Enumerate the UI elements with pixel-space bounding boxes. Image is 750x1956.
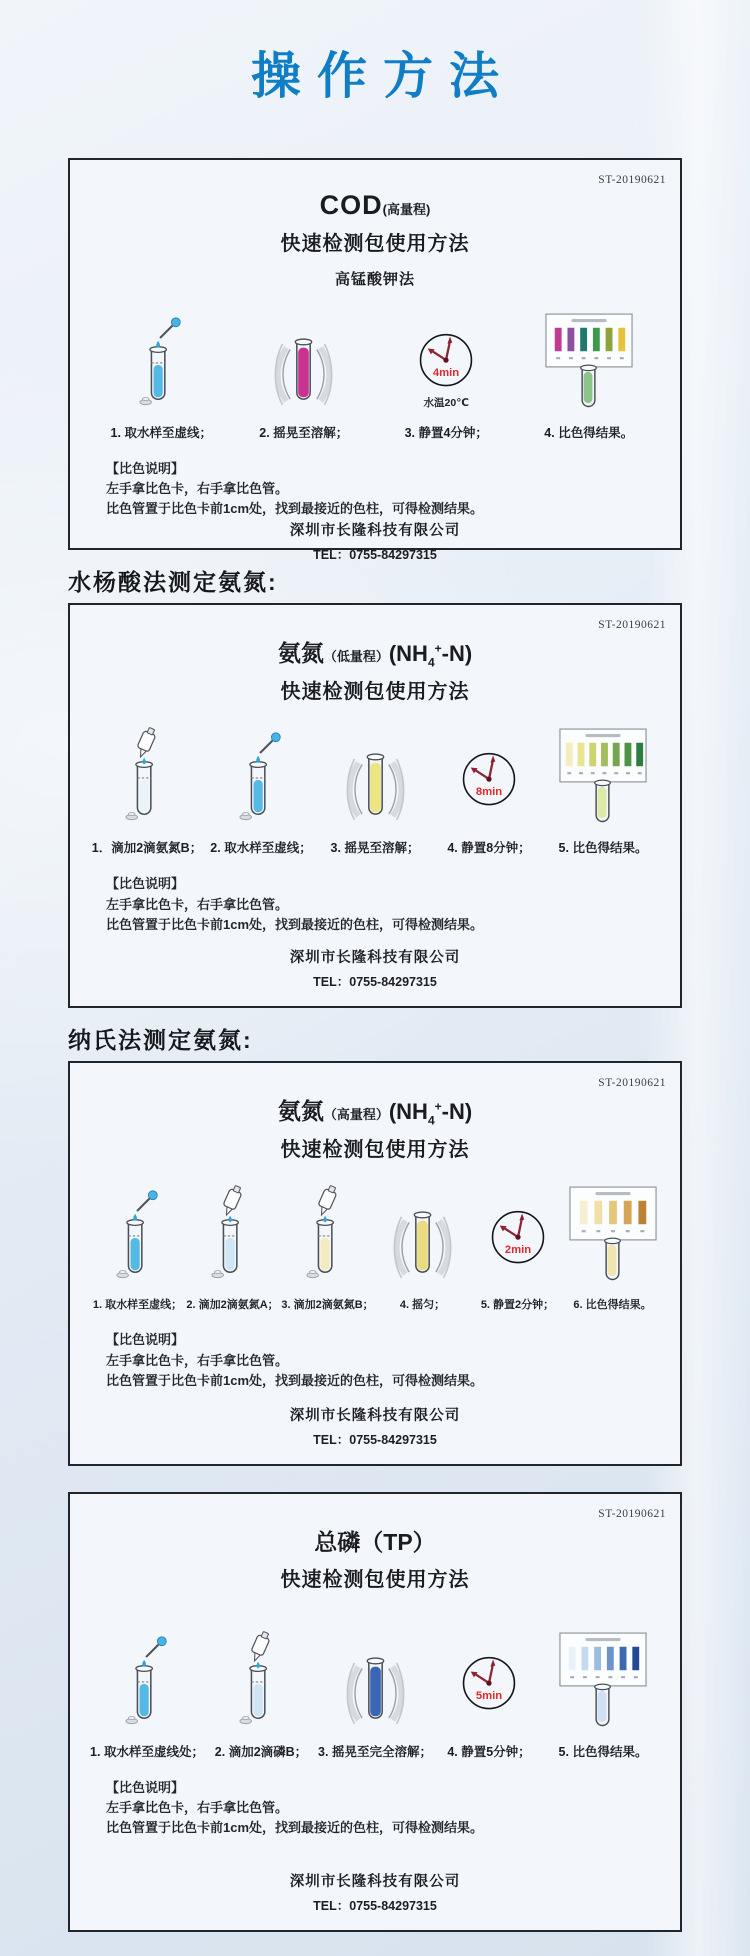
step [518,307,661,441]
company-tel: TEL：0755-84297315 [313,975,437,989]
panel-title-main: 总磷（TP） [314,1529,436,1555]
reagent-bottle-icon [125,726,169,826]
panel-title-line2: 快速检测包使用方法 [280,1569,470,1591]
step [432,722,546,856]
panel-title-main: COD [319,190,383,220]
note-title: 【比色说明】 [106,1332,185,1348]
company-name: 深圳市长隆科技有限公司 [289,523,461,540]
panel-title-main: 氨氮 [277,640,324,666]
note-line: 比色管置于比色卡前1cm处，找到最接近的色柱，可得检测结果。 [106,1820,484,1836]
color-card-icon [558,1632,648,1730]
step [280,1180,375,1312]
instruction-panel-nh4-high [68,1061,682,1466]
steps-row [90,722,660,856]
panel-title-line2: 快速检测包使用方法 [280,681,470,704]
step [375,1180,470,1312]
step [90,1626,204,1760]
step-caption: 1. 取水样至虚线； [110,426,212,440]
step-caption: 6. 比色得结果。 [573,1299,652,1312]
section-label-nessler: 纳氏法测定氨氮: [68,1027,253,1053]
pipette-tube-icon [239,726,283,826]
step [204,722,318,856]
shake-tube-icon [345,726,406,826]
step-caption: 5. 比色得结果。 [558,1745,648,1759]
step-caption: 1. 取水样至虚线处； [90,1745,204,1759]
panel-title-main: 氨氮 [277,1098,324,1124]
step-caption: 5. 比色得结果。 [558,841,648,856]
step-caption: 5. 静置2分钟； [480,1299,555,1312]
step-caption: 1. 取水样至虚线； [92,1299,183,1312]
doc-code: ST-20190621 [598,1508,666,1520]
step [90,307,233,441]
color-card-icon [544,313,634,411]
method-label: 高锰酸钾法 [334,271,415,288]
water-temp-note: 水温20℃ [423,397,469,409]
panel-title-range: (高量程) [382,202,431,217]
color-card-icon [568,1186,658,1284]
step-caption: 2. 摇晃至溶解； [259,426,349,440]
panel-title-range: （高量程） [323,1107,389,1122]
color-card-icon [558,728,648,826]
panel-title-formula: $(NH_4^+-N)$ [388,1099,473,1128]
note-line: 左手拿比色卡，右手拿比色管。 [106,1800,289,1816]
company-block [90,946,660,1006]
clock-time: 8min [475,786,503,799]
steps-row [90,307,660,441]
company-tel: TEL：0755-84297315 [313,1899,437,1913]
company-name: 深圳市长隆科技有限公司 [289,1874,461,1890]
panel-title [90,635,660,669]
step [204,1626,318,1760]
colorimetric-note [106,459,660,519]
note-line: 比色管置于比色卡前1cm处，找到最接近的色柱，可得检测结果。 [106,501,484,517]
step [432,1626,546,1760]
shake-tube-icon [345,1630,406,1730]
step [565,1180,660,1312]
step-caption: 4. 摇匀； [399,1299,446,1312]
page-title: 操作方法 [251,48,515,104]
clock-icon [413,329,479,395]
steps-row [90,1180,660,1312]
step [233,307,376,441]
company-block [90,1404,660,1464]
note-line: 左手拿比色卡，右手拿比色管。 [106,1352,289,1368]
pipette-tube-icon [116,1184,160,1284]
note-line: 比色管置于比色卡前1cm处，找到最接近的色柱，可得检测结果。 [106,1372,484,1388]
company-name: 深圳市长隆科技有限公司 [289,1408,461,1424]
note-line: 左手拿比色卡，右手拿比色管。 [106,481,289,497]
panel-title [90,190,660,221]
step-caption: 3. 摇晃至溶解； [330,841,420,856]
step-caption: 4. 静置8分钟； [447,841,531,856]
company-block [90,1870,660,1930]
company-tel: TEL：0755-84297315 [313,548,437,563]
step-caption: 1．滴加2滴氨氮B； [91,841,203,856]
colorimetric-note [106,874,660,934]
colorimetric-note [106,1778,660,1838]
step [318,1626,432,1760]
section-label-salicylate: 水杨酸法测定氨氮: [68,569,278,595]
note-title: 【比色说明】 [106,876,185,892]
pipette-tube-icon [125,1630,169,1730]
note-title: 【比色说明】 [106,1780,185,1795]
panel-title [90,1093,660,1127]
step [375,307,518,441]
instruction-panel-nh4-low [68,603,682,1008]
step [90,722,204,856]
instruction-panel-tp [68,1492,682,1932]
step-caption: 2. 取水样至虚线； [210,841,312,856]
doc-code: ST-20190621 [598,174,666,186]
clock-time: 5min [475,1690,503,1703]
step-caption: 2. 滴加2滴磷B； [214,1745,308,1759]
step [90,1180,185,1312]
clock-icon [456,748,522,814]
step-caption: 3. 滴加2滴氨氮B； [281,1299,374,1312]
company-block [90,519,660,579]
shake-tube-icon [273,311,334,411]
step [318,722,432,856]
step [470,1180,565,1312]
instruction-panel-cod [68,158,682,563]
note-line: 比色管置于比色卡前1cm处，找到最接近的色柱，可得检测结果。 [106,916,484,932]
reagent-bottle-icon [239,1630,283,1730]
step [546,722,660,856]
company-tel: TEL：0755-84297315 [313,1433,437,1447]
panel-title [90,1524,660,1557]
panel-title-line2: 快速检测包使用方法 [280,233,470,255]
panel-title-line2: 快速检测包使用方法 [280,1139,470,1162]
panel-title-formula: $(NH_4^+-N)$ [388,641,473,670]
note-line: 左手拿比色卡，右手拿比色管。 [106,896,289,912]
clock-time: 4min [433,367,460,380]
panel-title-range: （低量程） [323,649,389,664]
step-caption: 3. 摇晃至完全溶解； [318,1745,432,1759]
step-caption: 2. 滴加2滴氨氮A； [186,1299,279,1312]
clock-icon [485,1206,551,1272]
step-caption: 3. 静置4分钟； [404,426,488,440]
step-caption: 4. 静置5分钟； [447,1745,531,1759]
note-title: 【比色说明】 [106,461,185,476]
content-column [68,158,682,1932]
clock-time: 2min [504,1244,531,1257]
pipette-tube-icon [139,311,183,411]
clock-icon [456,1652,522,1718]
shake-tube-icon [392,1184,453,1284]
colorimetric-note [106,1330,660,1390]
reagent-bottle-icon [211,1184,255,1284]
doc-code: ST-20190621 [598,1077,666,1089]
steps-row [90,1626,660,1760]
step [185,1180,280,1312]
reagent-bottle-icon [306,1184,350,1284]
doc-code: ST-20190621 [598,619,666,631]
step-caption: 4. 比色得结果。 [544,426,634,440]
company-name: 深圳市长隆科技有限公司 [289,950,461,966]
step [546,1626,660,1760]
